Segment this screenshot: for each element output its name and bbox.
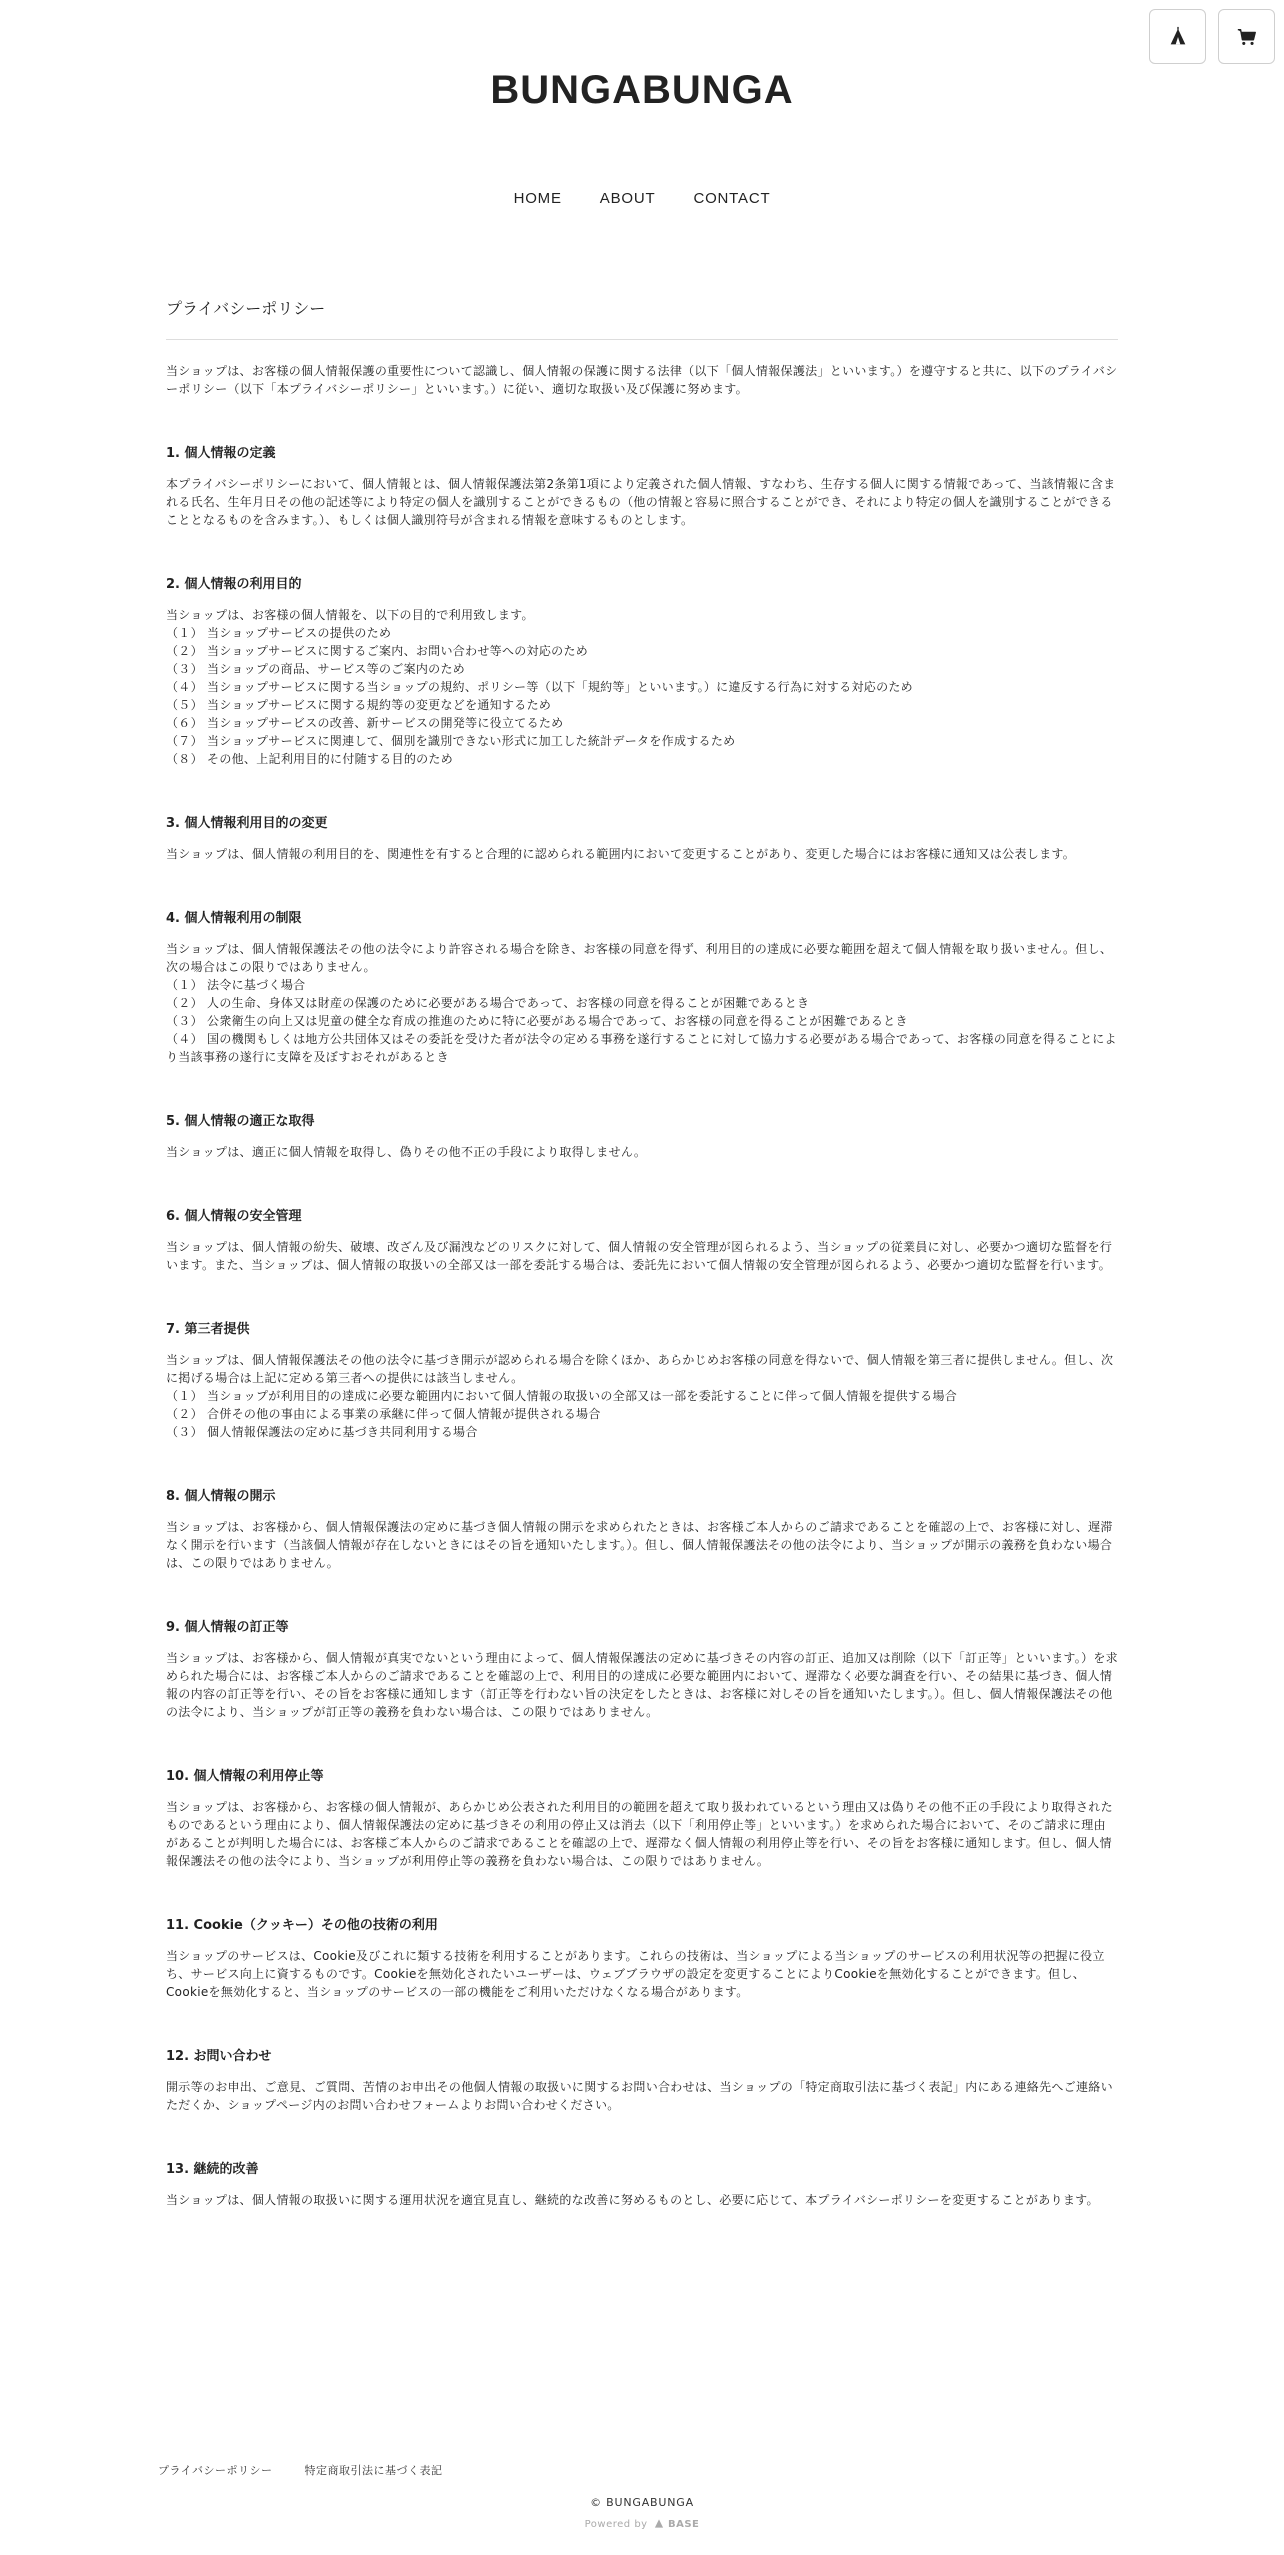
- policy-section: [166, 1616, 1118, 1721]
- section-title: 11. Cookie（クッキー）その他の技術の利用: [166, 1918, 438, 1933]
- policy-section: [166, 1318, 1118, 1441]
- section-title: 1. 個人情報の定義: [166, 446, 276, 461]
- account-button[interactable]: [1149, 9, 1206, 64]
- section-title: 8. 個人情報の開示: [166, 1489, 276, 1504]
- policy-section: [166, 573, 1118, 768]
- section-body: 当ショップは、お客様から、個人情報保護法の定めに基づき個人情報の開示を求められたときは、お客様ご本人からのご請求であることを確認の上で、お客様に対し、遅滞なく開示を行います（当該個人情報が存在しないときにはその旨を通知いたします。）。但し、個人情報保護法その他の法令により、当ショップが開示の義務を負わない場合は、この限りではありません。: [166, 1520, 1113, 1570]
- section-body: 当ショップのサービスは、Cookie及びこれに類する技術を利用することがあります。これらの技術は、当ショップによる当ショップのサービスの利用状況等の把握に役立ち、サービス向上に資するものです。Cookieを無効化されたいユーザーは、ウェブブラウザの設定を変更することによりCookieを無効化することができます。但し、Cookieを無効化すると、当ショップのサービスの一部の機能をご利用いただけなくなる場合があります。: [166, 1949, 1105, 1999]
- policy-sections: [166, 442, 1118, 2209]
- footer-privacy-link[interactable]: プライバシーポリシー: [158, 2464, 273, 2477]
- nav-home[interactable]: HOME: [513, 190, 562, 207]
- nav-about[interactable]: ABOUT: [599, 190, 656, 207]
- header-icons: [1149, 9, 1275, 64]
- policy-section: [166, 1205, 1118, 1274]
- section-body: 当ショップは、お客様の個人情報を、以下の目的で利用致します。 （１） 当ショップサービスの提供のため （２） 当ショップサービスに関するご案内、お問い合わせ等への対応のため （３） 当ショップの商品、サービス等のご案内のため （４） 当ショップサービスに関する当ショップの規約、ポリシー等（以下「規約等」といいます。）に違反する行為に対する対応のため （５） 当ショップサービスに関する規約等の変更などを通知するため （６） 当ショップサービスの改善、新サービスの開発等に役立てるため （７） 当ショップサービスに関連して、個別を識別できない形式に加工した統計データを作成するため （８） その他、上記利用目的に付随する目的のため: [166, 608, 913, 766]
- section-title: 3. 個人情報利用目的の変更: [166, 816, 328, 831]
- section-title: 10. 個人情報の利用停止等: [166, 1769, 324, 1784]
- section-body: 開示等のお申出、ご意見、ご質問、苦情のお申出その他個人情報の取扱いに関するお問い合わせは、当ショップの「特定商取引法に基づく表記」内にある連絡先へご連絡いただくか、ショップページ内のお問い合わせフォームよりお問い合わせください。: [166, 2080, 1113, 2112]
- policy-section: [166, 2158, 1118, 2209]
- section-body: 当ショップは、適正に個人情報を取得し、偽りその他不正の手段により取得しません。: [166, 1145, 647, 1159]
- section-title: 13. 継続的改善: [166, 2162, 259, 2177]
- powered-brand: BASE: [667, 2519, 700, 2530]
- policy-section: [166, 442, 1118, 529]
- section-title: 5. 個人情報の適正な取得: [166, 1114, 315, 1129]
- policy-section: [166, 812, 1118, 863]
- powered-by-text: Powered by: [584, 2519, 648, 2530]
- policy-section: [166, 2045, 1118, 2114]
- policy-section: [166, 907, 1118, 1066]
- policy-section: [166, 1110, 1118, 1161]
- section-body: 当ショップは、個人情報の利用目的を、関連性を有すると合理的に認められる範囲内において変更することがあり、変更した場合にはお客様に通知又は公表します。: [166, 847, 1076, 861]
- section-title: 7. 第三者提供: [166, 1322, 250, 1337]
- section-body: 当ショップは、個人情報の紛失、破壊、改ざん及び漏洩などのリスクに対して、個人情報の安全管理が図られるよう、当ショップの従業員に対し、必要かつ適切な監督を行います。また、当ショップは、個人情報の取扱いの全部又は一部を委託する場合は、委託先において個人情報の安全管理が図られるよう、必要かつ適切な監督を行います。: [166, 1240, 1113, 1272]
- nav-contact[interactable]: CONTACT: [693, 190, 771, 207]
- section-body: 当ショップは、個人情報保護法その他の法令に基づき開示が認められる場合を除くほか、あらかじめお客様の同意を得ないで、個人情報を第三者に提供しません。但し、次に掲げる場合は上記に定める第三者への提供には該当しません。 （１） 当ショップが利用目的の達成に必要な範囲内において個人情報の取扱いの全部又は一部を委託することに伴って個人情報を提供する場合 （２） 合併その他の事由による事業の承継に伴って個人情報が提供される場合 （３） 個人情報保護法の定めに基づき共同利用する場合: [166, 1353, 1114, 1439]
- site-logo[interactable]: BUNGABUNGA: [490, 68, 794, 112]
- powered-by[interactable]: [0, 2519, 1284, 2530]
- policy-section: [166, 1765, 1118, 1870]
- section-title: 9. 個人情報の訂正等: [166, 1620, 289, 1635]
- main-nav: [0, 190, 1284, 207]
- section-body: 当ショップは、個人情報の取扱いに関する運用状況を適宜見直し、継続的な改善に努めるものとし、必要に応じて、本プライバシーポリシーを変更することがあります。: [166, 2193, 1099, 2207]
- base-logo-icon: [654, 2519, 664, 2528]
- footer-links: [158, 2462, 442, 2478]
- policy-content: [166, 296, 1118, 2209]
- policy-section: [166, 1485, 1118, 1572]
- cart-button[interactable]: [1218, 9, 1275, 64]
- section-title: 2. 個人情報の利用目的: [166, 577, 302, 592]
- section-body: 当ショップは、お客様から、個人情報が真実でないという理由によって、個人情報保護法の定めに基づきその内容の訂正、追加又は削除（以下「訂正等」といいます。）を求められた場合には、お客様ご本人からのご請求であることを確認の上で、利用目的の達成に必要な範囲内において、遅滞なく必要な調査を行い、その結果に基づき、個人情報の内容の訂正等を行い、その旨をお客様に通知します（訂正等を行わない旨の決定をしたときは、お客様に対しその旨を通知いたします。）。但し、個人情報保護法その他の法令により、当ショップが訂正等の義務を負わない場合は、この限りではありません。: [166, 1651, 1118, 1719]
- section-body: 当ショップは、個人情報保護法その他の法令により許容される場合を除き、お客様の同意を得ず、利用目的の達成に必要な範囲を超えて個人情報を取り扱いません。但し、次の場合はこの限りではありません。 （１） 法令に基づく場合 （２） 人の生命、身体又は財産の保護のために必要がある場合であって、お客様の同意を得ることが困難であるとき （３） 公衆衛生の向上又は児童の健全な育成の推進のために特に必要がある場合であって、お客様の同意を得ることが困難であるとき （４） 国の機関もしくは地方公共団体又はその委託を受けた者が法令の定める事務を遂行することに対して協力する必要がある場合であって、お客様の同意を得ることにより当該事務の遂行に支障を及ぼすおそれがあるとき: [166, 942, 1117, 1064]
- section-body: 本プライバシーポリシーにおいて、個人情報とは、個人情報保護法第2条第1項により定義された個人情報、すなわち、生存する個人に関する情報であって、当該情報に含まれる氏名、生年月日その他の記述等により特定の個人を識別することができるもの（他の情報と容易に照合することができ、それにより特定の個人を識別することができることとなるものを含みます。）、もしくは個人識別符号が含まれる情報を意味するものとします。: [166, 477, 1116, 527]
- footer-tokushoho-link[interactable]: 特定商取引法に基づく表記: [304, 2464, 443, 2477]
- copyright: © BUNGABUNGA: [590, 2496, 694, 2509]
- page-title: プライバシーポリシー: [166, 296, 1118, 340]
- section-title: 6. 個人情報の安全管理: [166, 1209, 302, 1224]
- tent-icon: [1167, 26, 1189, 48]
- section-title: 12. お問い合わせ: [166, 2049, 272, 2064]
- section-body: 当ショップは、お客様から、お客様の個人情報が、あらかじめ公表された利用目的の範囲を超えて取り扱われているという理由又は偽りその他不正の手段により取得されたものであるという理由により、個人情報保護法の定めに基づきその利用の停止又は消去（以下「利用停止等」といいます。）を求められた場合において、そのご請求に理由があることが判明した場合には、お客様ご本人からのご請求であることを確認の上で、遅滞なく個人情報の利用停止等を行い、その旨をお客様に通知します。但し、個人情報保護法その他の法令により、当ショップが利用停止等の義務を負わない場合は、この限りではありません。: [166, 1800, 1113, 1868]
- policy-section: [166, 1914, 1118, 2001]
- section-title: 4. 個人情報利用の制限: [166, 911, 302, 926]
- policy-intro: 当ショップは、お客様の個人情報保護の重要性について認識し、個人情報の保護に関する法律（以下「個人情報保護法」といいます。）を遵守すると共に、以下のプライバシーポリシー（以下「本プライバシーポリシー」といいます。）に従い、適切な取扱い及び保護に努めます。: [166, 364, 1118, 396]
- cart-icon: [1236, 26, 1258, 48]
